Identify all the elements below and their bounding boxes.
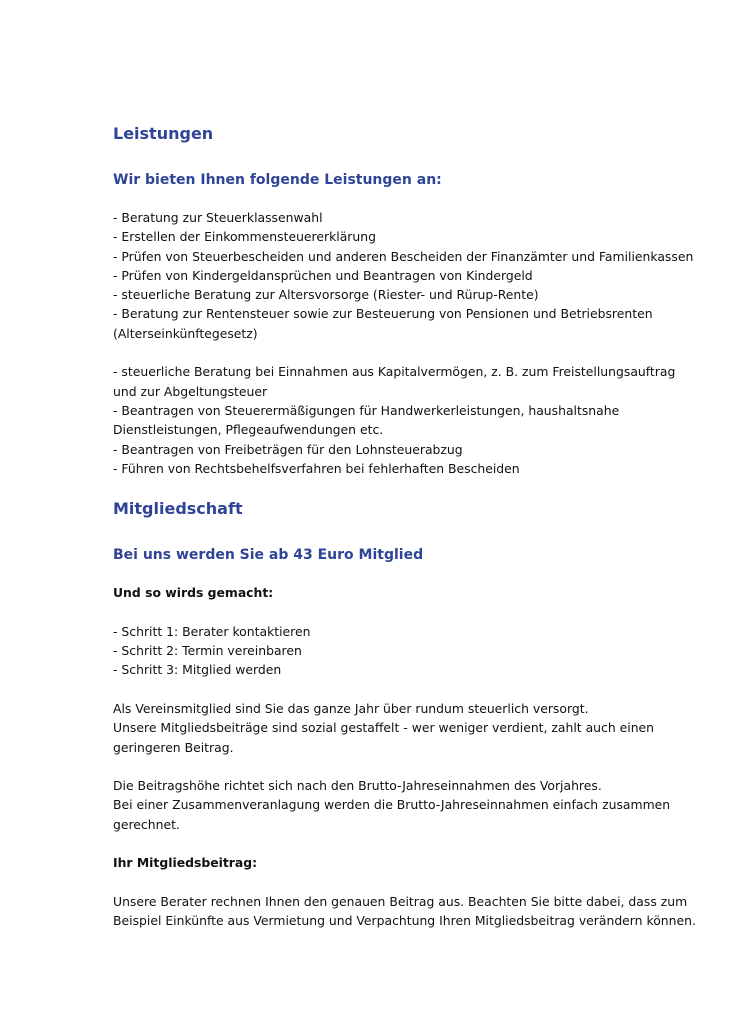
leistungen-list [113, 208, 733, 478]
list-item: - Führen von Rechtsbehelfsverfahren bei fehlerhaften Bescheiden [113, 460, 520, 476]
list-item: - steuerliche Beratung bei Einnahmen aus Kapitalvermögen, z. B. zum Freistellungsauftrag und zur Abgeltungsteuer [113, 364, 676, 399]
list-item: - Schritt 2: Termin vereinbaren [113, 643, 302, 659]
list-item: - Erstellen der Einkommensteuererklärung [113, 229, 376, 245]
list-item: - Prüfen von Steuerbescheiden und anderen Bescheiden der Finanzämter und Familienkassen [113, 248, 694, 264]
steps-heading: Und so wirds gemacht: [113, 585, 274, 601]
fee-basis-paragraph: Die Beitragshöhe richtet sich nach den Brutto-Jahreseinnahmen des Vorjahres. Bei einer Zusammenveranlagung werden die Brutto-Jahreseinnahmen einfach zusammen gerechnet. [113, 778, 671, 832]
list-item: - Schritt 1: Berater kontaktieren [113, 623, 311, 639]
list-item: - steuerliche Beratung zur Altersvorsorge (Riester- und Rürup-Rente) [113, 287, 539, 303]
leistungen-subheading: Wir bieten Ihnen folgende Leistungen an: [113, 172, 442, 188]
list-item: - Prüfen von Kindergeldansprüchen und Beantragen von Kindergeld [113, 267, 533, 283]
leistungen-heading: Leistungen [113, 124, 214, 143]
list-item: - Beantragen von Steuerermäßigungen für Handwerkerleistungen, haushaltsnahe Dienstleistungen, Pflegeaufwendungen etc. [113, 402, 620, 438]
list-item: - Schritt 3: Mitglied werden [113, 662, 282, 678]
steps-list [113, 622, 733, 680]
list-item: - Beratung zur Rentensteuer sowie zur Besteuerung von Pensionen und Betriebsrenten (Alterseinkünftegesetz) [113, 306, 653, 341]
document-content [113, 124, 733, 931]
fee-paragraph: Unsere Berater rechnen Ihnen den genauen Beitrag aus. Beachten Sie bitte dabei, dass zum Beispiel Einkünfte aus Vermietung und Verpachtung Ihren Mitgliedsbeitrag verändern können. [113, 893, 696, 929]
membership-paragraph: Als Vereinsmitglied sind Sie das ganze Jahr über rundum steuerlich versorgt. Unsere Mitgliedsbeiträge sind sozial gestaffelt - wer weniger verdient, zahlt auch einen geringeren Beitrag. [113, 700, 655, 755]
mitgliedschaft-heading: Mitgliedschaft [113, 499, 243, 519]
list-item: - Beantragen von Freibeträgen für den Lohnsteuerabzug [113, 441, 463, 457]
mitgliedschaft-subheading: Bei uns werden Sie ab 43 Euro Mitglied [113, 547, 424, 564]
list-item: - Beratung zur Steuerklassenwahl [113, 210, 323, 225]
fee-heading: Ihr Mitgliedsbeitrag: [113, 855, 258, 871]
